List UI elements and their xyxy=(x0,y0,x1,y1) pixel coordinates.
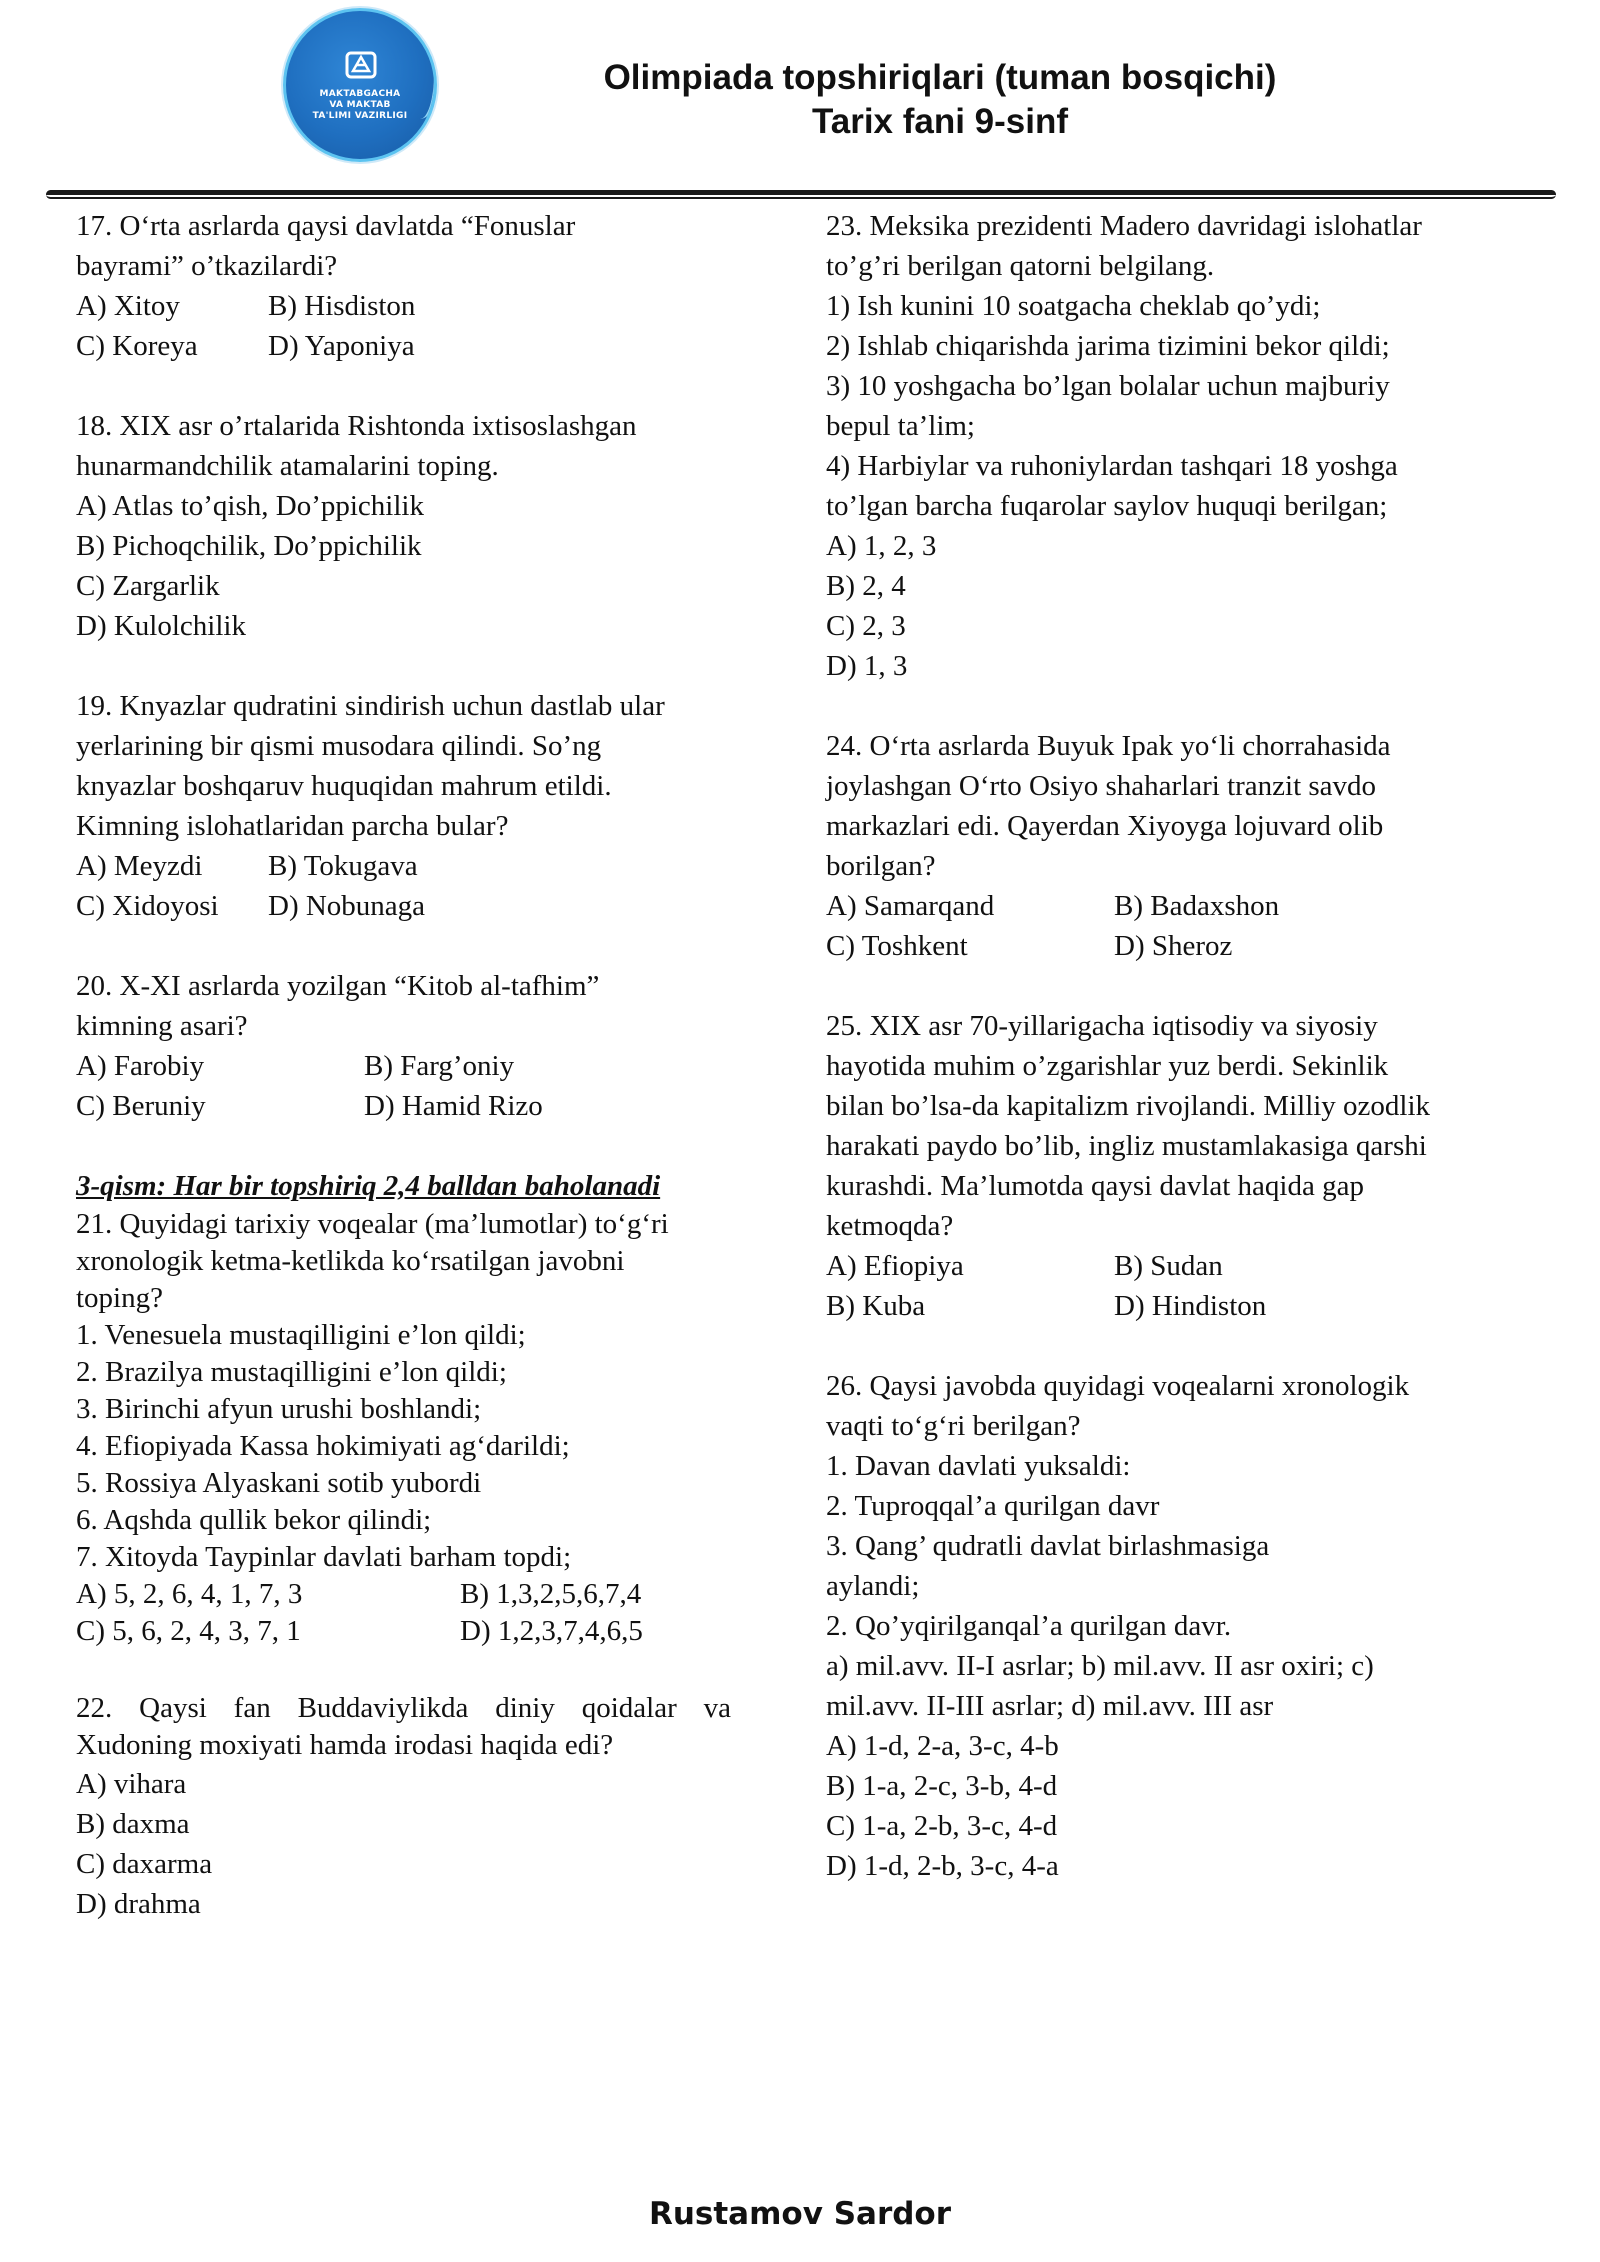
list-item: 2. Tuproqqal’a qurilgan davr xyxy=(826,1490,1160,1522)
option: B) 1-a, 2-c, 3-b, 4-d xyxy=(826,1770,1058,1802)
options-row xyxy=(76,286,756,326)
ministry-emblem-icon xyxy=(343,47,379,83)
option: C) Beruniy xyxy=(76,1090,206,1122)
list-item: 1. Davan davlati yuksaldi: xyxy=(826,1450,1131,1482)
author-footer: Rustamov Sardor xyxy=(648,2196,952,2232)
option: A) Efiopiya xyxy=(826,1250,964,1282)
option: A) 1, 2, 3 xyxy=(826,530,937,562)
list-item: 3. Qang’ qudratli davlat birlashmasiga xyxy=(826,1530,1270,1562)
question-text: harakati paydo bo’lib, ingliz mustamlakasiga qarshi xyxy=(826,1130,1427,1162)
question-text: to’lgan barcha fuqarolar saylov huquqi berilgan; xyxy=(826,490,1388,522)
section-heading: 3-qism: Har bir topshiriq 2,4 balldan baholanadi xyxy=(76,1170,661,1202)
question-text: Kimning islohatlaridan parcha bular? xyxy=(76,810,509,842)
option: A) 5, 2, 6, 4, 1, 7, 3 xyxy=(76,1578,303,1610)
option: C) 2, 3 xyxy=(826,610,906,642)
options-row xyxy=(826,1246,1526,1286)
option: C) Zargarlik xyxy=(76,570,220,602)
logo-line: MAKTABGACHA xyxy=(319,89,401,99)
options-row xyxy=(76,886,756,926)
question-text: 2) Ishlab chiqarishda jarima tizimini bekor qildi; xyxy=(826,330,1390,362)
question-text: ketmoqda? xyxy=(826,1210,954,1242)
option: D) 1-d, 2-b, 3-c, 4-a xyxy=(826,1850,1059,1882)
question-text: 24. O‘rta asrlarda Buyuk Ipak yo‘li chorrahasida xyxy=(826,730,1391,762)
question-text: bilan bo’lsa-da kapitalizm rivojlandi. Milliy ozodlik xyxy=(826,1090,1431,1122)
option: A) Meyzdi xyxy=(76,850,203,882)
question-text: hunarmandchilik atamalarini toping. xyxy=(76,450,499,482)
option: A) Samarqand xyxy=(826,890,995,922)
question-text: 17. O‘rta asrlarda qaysi davlatda “Fonuslar xyxy=(76,210,576,242)
option: B) Kuba xyxy=(826,1290,926,1322)
list-item: 2. Qo’yqirilganqal’a qurilgan davr. xyxy=(826,1610,1232,1642)
question-text: to’g’ri berilgan qatorni belgilang. xyxy=(826,250,1215,282)
option: A) 1-d, 2-a, 3-c, 4-b xyxy=(826,1730,1059,1762)
question-text: bepul ta’lim; xyxy=(826,410,975,442)
list-item: 6. Aqshda qullik bekor qilindi; xyxy=(76,1504,432,1536)
option: B) Sudan xyxy=(1114,1250,1223,1282)
question-text: 25. XIX asr 70-yillarigacha iqtisodiy va siyosiy xyxy=(826,1010,1378,1042)
question-text: 19. Knyazlar qudratini sindirish uchun dastlab ular xyxy=(76,690,665,722)
option: C) 5, 6, 2, 4, 3, 7, 1 xyxy=(76,1615,301,1647)
options-row xyxy=(76,1576,756,1613)
options-row xyxy=(826,1286,1526,1326)
question-text: markazlari edi. Qayerdan Xiyoyga lojuvard olib xyxy=(826,810,1384,842)
option: B) daxma xyxy=(76,1808,190,1840)
option: B) Farg’oniy xyxy=(364,1050,515,1082)
option: B) Hisdiston xyxy=(268,290,416,322)
logo-line: VA MAKTAB xyxy=(329,100,391,110)
option: D) Kulolchilik xyxy=(76,610,246,642)
option: D) drahma xyxy=(76,1888,201,1920)
option: B) Badaxshon xyxy=(1114,890,1280,922)
question-text: 18. XIX asr o’rtalarida Rishtonda ixtisoslashgan xyxy=(76,410,637,442)
option: D) 1,2,3,7,4,6,5 xyxy=(460,1615,643,1647)
option: C) daxarma xyxy=(76,1848,213,1880)
question-text: knyazlar boshqaruv huquqidan mahrum etildi. xyxy=(76,770,612,802)
question-text: joylashgan O‘rto Osiyo shaharlari tranzit savdo xyxy=(826,770,1377,802)
options-row xyxy=(76,1613,756,1650)
option: C) Toshkent xyxy=(826,930,968,962)
question-text: 4) Harbiylar va ruhoniylardan tashqari 18 yoshga xyxy=(826,450,1398,482)
option: A) Atlas to’qish, Do’ppichilik xyxy=(76,490,424,522)
option: C) Xidoyosi xyxy=(76,890,219,922)
question-text: Xudoning moxiyati hamda irodasi haqida edi? xyxy=(76,1729,614,1761)
list-item: 5. Rossiya Alyaskani sotib yubordi xyxy=(76,1467,482,1499)
question-text: xronologik ketma-ketlikda ko‘rsatilgan javobni xyxy=(76,1245,625,1277)
question-text: hayotida muhim o’zgarishlar yuz berdi. Sekinlik xyxy=(826,1050,1389,1082)
header-divider xyxy=(46,190,1556,199)
list-item: aylandi; xyxy=(826,1570,920,1602)
question-text: kurashdi. Ma’lumotda qaysi davlat haqida gap xyxy=(826,1170,1364,1202)
question-text: kimning asari? xyxy=(76,1010,248,1042)
question-text: toping? xyxy=(76,1282,163,1314)
page-subtitle: Tarix fani 9-sinf xyxy=(811,102,1069,141)
option: B) 2, 4 xyxy=(826,570,906,602)
option: A) Xitoy xyxy=(76,290,180,322)
left-column xyxy=(76,206,756,1924)
question-text: 22. Qaysi fan Buddaviylikda diniy qoidalar va xyxy=(76,1692,731,1724)
option: C) Koreya xyxy=(76,330,198,362)
question-text: 1) Ish kunini 10 soatgacha cheklab qo’ydi; xyxy=(826,290,1321,322)
option: A) Farobiy xyxy=(76,1050,205,1082)
option: A) vihara xyxy=(76,1768,187,1800)
logo-line: TA'LIMI VAZIRLIGI xyxy=(312,111,408,121)
options-row xyxy=(76,1086,756,1126)
list-item: 4. Efiopiyada Kassa hokimiyati ag‘darildi; xyxy=(76,1430,570,1462)
question-text: 26. Qaysi javobda quyidagi voqealarni xronologik xyxy=(826,1370,1410,1402)
option: D) 1, 3 xyxy=(826,650,908,682)
option: D) Sheroz xyxy=(1114,930,1233,962)
options-row xyxy=(76,326,756,366)
question-text: borilgan? xyxy=(826,850,936,882)
option: B) Pichoqchilik, Do’ppichilik xyxy=(76,530,422,562)
option: B) 1,3,2,5,6,7,4 xyxy=(460,1578,642,1610)
right-column xyxy=(826,206,1526,1886)
question-text: 23. Meksika prezidenti Madero davridagi islohatlar xyxy=(826,210,1422,242)
logo-caption xyxy=(286,89,434,122)
option: B) Tokugava xyxy=(268,850,418,882)
option: D) Yaponiya xyxy=(268,330,415,362)
option: D) Hamid Rizo xyxy=(364,1090,543,1122)
question-text: 3) 10 yoshgacha bo’lgan bolalar uchun majburiy xyxy=(826,370,1390,402)
question-text: yerlarining bir qismi musodara qilindi. So’ng xyxy=(76,730,602,762)
period-key: mil.avv. II-III asrlar; d) mil.avv. III asr xyxy=(826,1690,1274,1722)
period-key: a) mil.avv. II-I asrlar; b) mil.avv. II asr oxiri; c) xyxy=(826,1650,1374,1682)
question-text: 21. Quyidagi tarixiy voqealar (ma’lumotlar) to‘g‘ri xyxy=(76,1208,669,1240)
option: D) Hindiston xyxy=(1114,1290,1267,1322)
list-item: 1. Venesuela mustaqilligini e’lon qildi; xyxy=(76,1319,526,1351)
options-row xyxy=(76,1046,756,1086)
question-text: vaqti to‘g‘ri berilgan? xyxy=(826,1410,1081,1442)
options-row xyxy=(826,886,1526,926)
page-title: Olimpiada topshiriqlari (tuman bosqichi) xyxy=(603,58,1277,97)
ministry-logo xyxy=(283,8,437,162)
question-text: bayrami” o’tkazilardi? xyxy=(76,250,338,282)
list-item: 3. Birinchi afyun urushi boshlandi; xyxy=(76,1393,482,1425)
option: D) Nobunaga xyxy=(268,890,426,922)
list-item: 7. Xitoyda Taypinlar davlati barham topdi; xyxy=(76,1541,572,1573)
option: C) 1-a, 2-b, 3-c, 4-d xyxy=(826,1810,1058,1842)
options-row xyxy=(76,846,756,886)
options-row xyxy=(826,926,1526,966)
list-item: 2. Brazilya mustaqilligini e’lon qildi; xyxy=(76,1356,507,1388)
question-text: 20. X-XI asrlarda yozilgan “Kitob al-tafhim” xyxy=(76,970,600,1002)
